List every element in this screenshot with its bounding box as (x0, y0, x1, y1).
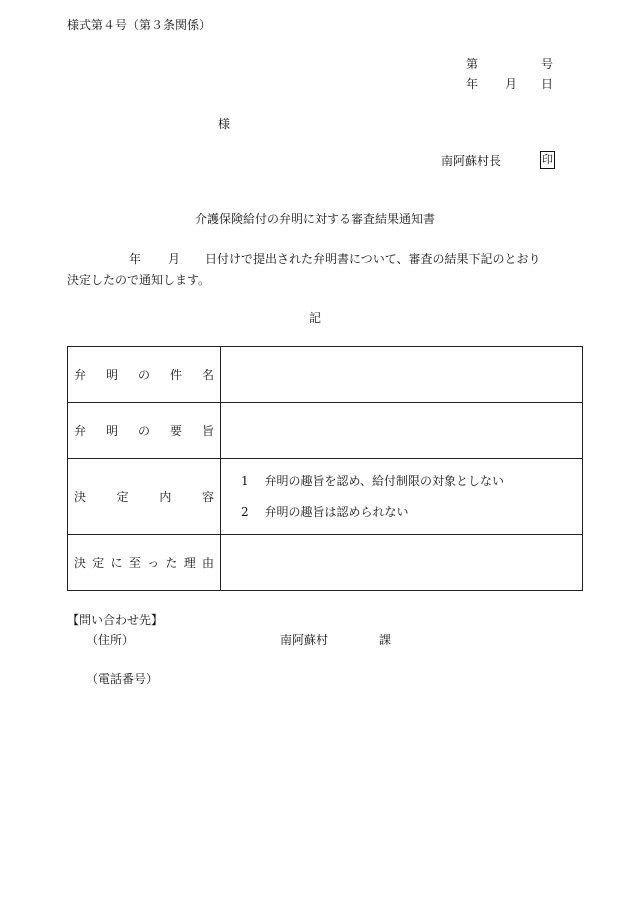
date-day: 日 (541, 77, 554, 91)
table-row (68, 347, 583, 403)
form-number: 様式第４号（第３条関係） (67, 18, 212, 32)
addressee-honorific: 様 (218, 117, 231, 131)
village-name: 南阿蘇村 (280, 633, 329, 647)
contact-heading: 【問い合わせ先】 (67, 613, 164, 627)
ki-heading: 記 (308, 311, 321, 325)
document-number-suffix: 号 (541, 57, 554, 71)
row-label: 決 定 に 至 っ た 理 由 (74, 556, 214, 570)
label-cell (68, 403, 221, 459)
phone-label: （電話番号） (86, 672, 159, 686)
date-month: 月 (505, 77, 518, 91)
row-label: 弁 明 の 要 旨 (74, 424, 214, 438)
table-row (68, 459, 583, 535)
section-label: 課 (379, 633, 392, 647)
decision-option: 1 弁明の趣旨を認め、給付制限の対象としない (241, 474, 504, 488)
row-label: 決 定 内 容 (74, 490, 214, 504)
document-title: 介護保険給付の弁明に対する審査結果通知書 (194, 212, 435, 226)
content-cell (221, 535, 583, 591)
address-label: （住所） (86, 633, 135, 647)
content-cell (221, 347, 583, 403)
content-cell (221, 403, 583, 459)
document-number-prefix: 第 (466, 57, 479, 71)
table-row (68, 403, 583, 459)
table-row (68, 535, 583, 591)
sender-name: 南阿蘇村長 (441, 154, 502, 168)
decision-table (67, 346, 583, 591)
body-text-line1: 日付けで提出された弁明書について、審査の結果下記のとおり (205, 252, 541, 266)
seal-stamp: 印 (540, 151, 555, 169)
label-cell (68, 347, 221, 403)
row-label: 弁 明 の 件 名 (74, 368, 214, 382)
body-text-line2: 決定したので通知します。 (67, 273, 211, 287)
content-cell (221, 459, 583, 535)
label-cell (68, 535, 221, 591)
body-month: 月 (168, 252, 181, 266)
date-year: 年 (466, 77, 479, 91)
label-cell (68, 459, 221, 535)
decision-option: 2 弁明の趣旨は認められない (241, 505, 409, 519)
body-year: 年 (129, 252, 142, 266)
